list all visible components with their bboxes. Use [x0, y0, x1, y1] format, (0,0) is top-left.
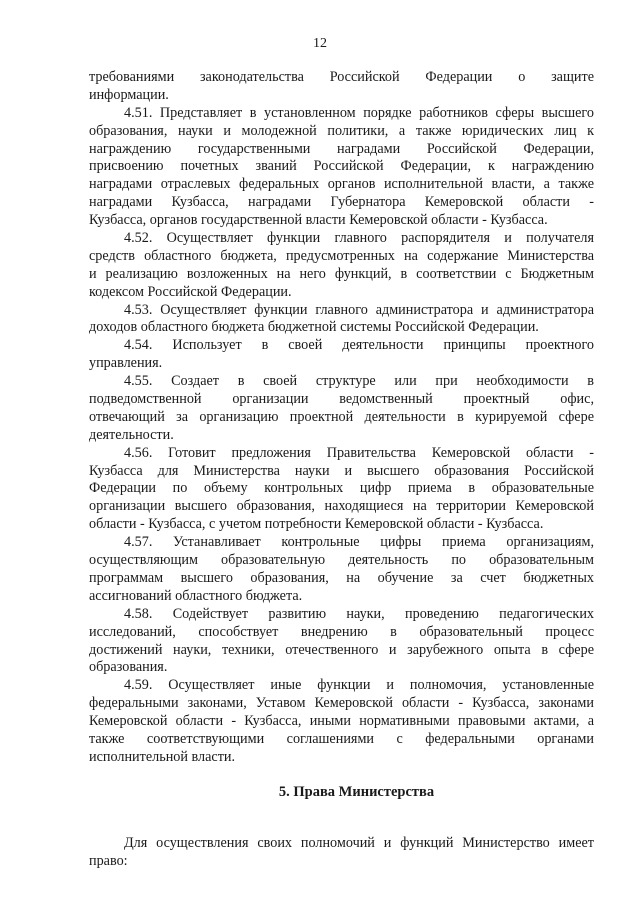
- text-line: организации высшего образования, находящиеся на территории Кемеровской: [89, 498, 594, 515]
- text-line: 4.59. Осуществляет иные функции и полномочия, установленные: [124, 677, 594, 694]
- paragraph: [89, 230, 594, 302]
- text-line: Кемеровской области - Кузбасса, иными нормативными правовыми актами, а: [89, 713, 594, 730]
- text-line: средств областного бюджета, предусмотренных на содержание Министерства: [89, 247, 594, 264]
- text-line: осуществляющим образовательную деятельность по образовательным: [89, 552, 594, 569]
- text-line: деятельности.: [89, 426, 174, 443]
- text-line: образования, науки и молодежной политики, а также юридических лиц к: [89, 122, 594, 139]
- section-heading: 5. Права Министерства: [278, 783, 435, 800]
- text-line: 4.54. Использует в своей деятельности принципы проектного: [124, 337, 594, 354]
- text-line: исследований, способствует внедрению в образовательный процесс: [89, 623, 594, 640]
- text-line: доходов областного бюджета бюджетной системы Российской Федерации.: [89, 319, 539, 336]
- paragraph: [89, 835, 594, 871]
- text-line: 4.52. Осуществляет функции главного распорядителя и получателя: [124, 230, 594, 247]
- text-line: управления.: [89, 355, 163, 372]
- text-line: области - Кузбасса, с учетом потребности Кемеровской области - Кузбасса.: [89, 516, 544, 533]
- section-4-text: [89, 69, 594, 767]
- text-line: образования.: [89, 659, 168, 676]
- paragraph: [89, 373, 594, 445]
- text-line: Кузбасса для Министерства науки и высшего образования Российской: [89, 462, 594, 479]
- text-line: 4.57. Устанавливает контрольные цифры приема организациям,: [124, 534, 594, 551]
- paragraph: [89, 445, 594, 534]
- page-number: 12: [313, 36, 327, 51]
- text-line: информации.: [89, 86, 169, 103]
- text-line: подведомственной организации ведомственный проектный офис,: [89, 391, 594, 408]
- text-line: 4.55. Создает в своей структуре или при необходимости в: [124, 373, 594, 390]
- text-line: 4.58. Содействует развитию науки, проведению педагогических: [124, 605, 594, 622]
- text-line: наградами отраслевых федеральных органов исполнительной власти, а также: [89, 176, 594, 193]
- text-line: 4.56. Готовит предложения Правительства Кемеровской области -: [124, 444, 594, 461]
- text-line: исполнительной власти.: [89, 748, 236, 765]
- text-line: требованиями законодательства Российской Федерации о защите: [89, 69, 594, 85]
- text-line: отвечающий за организацию проектной деятельности в курируемой сфере: [89, 408, 594, 425]
- document-body: [89, 69, 594, 871]
- text-line: Кузбасса, органов государственной власти Кемеровской области - Кузбасса.: [89, 212, 548, 229]
- text-line: награждению государственными наградами Российской Федерации,: [89, 140, 594, 157]
- paragraph: [89, 105, 594, 230]
- text-line: Для осуществления своих полномочий и функций Министерство имеет: [124, 834, 594, 851]
- paragraph: [89, 302, 594, 338]
- text-line: программам высшего образования, на обучение за счет бюджетных: [89, 569, 594, 586]
- text-line: право:: [89, 852, 128, 869]
- paragraph: [89, 677, 594, 766]
- paragraph: [89, 69, 594, 105]
- paragraph: [89, 606, 594, 678]
- text-line: кодексом Российской Федерации.: [89, 283, 292, 300]
- section-5-text: [89, 835, 594, 871]
- text-line: достижений науки, техники, отечественного и зарубежного опыта в сфере: [89, 641, 594, 658]
- text-line: 4.51. Представляет в установленном порядке работников сферы высшего: [124, 104, 594, 121]
- text-line: присвоению почетных званий Российской Федерации, к награждению: [89, 158, 594, 175]
- text-line: Федерации по объему контрольных цифр приема в образовательные: [89, 480, 594, 497]
- text-line: 4.53. Осуществляет функции главного администратора и администратора: [124, 301, 594, 318]
- text-line: наградами Кузбасса, наградами Губернатора Кемеровской области -: [89, 194, 594, 211]
- text-line: ассигнований областного бюджета.: [89, 587, 303, 604]
- text-line: и реализацию возложенных на него функций, в соответствии с Бюджетным: [89, 265, 594, 282]
- text-line: также соответствующими соглашениями с федеральными органами: [89, 730, 594, 747]
- text-line: федеральными законами, Уставом Кемеровской области - Кузбасса, законами: [89, 695, 594, 712]
- paragraph: [89, 534, 594, 606]
- section-heading-block: [89, 767, 594, 835]
- paragraph: [89, 337, 594, 373]
